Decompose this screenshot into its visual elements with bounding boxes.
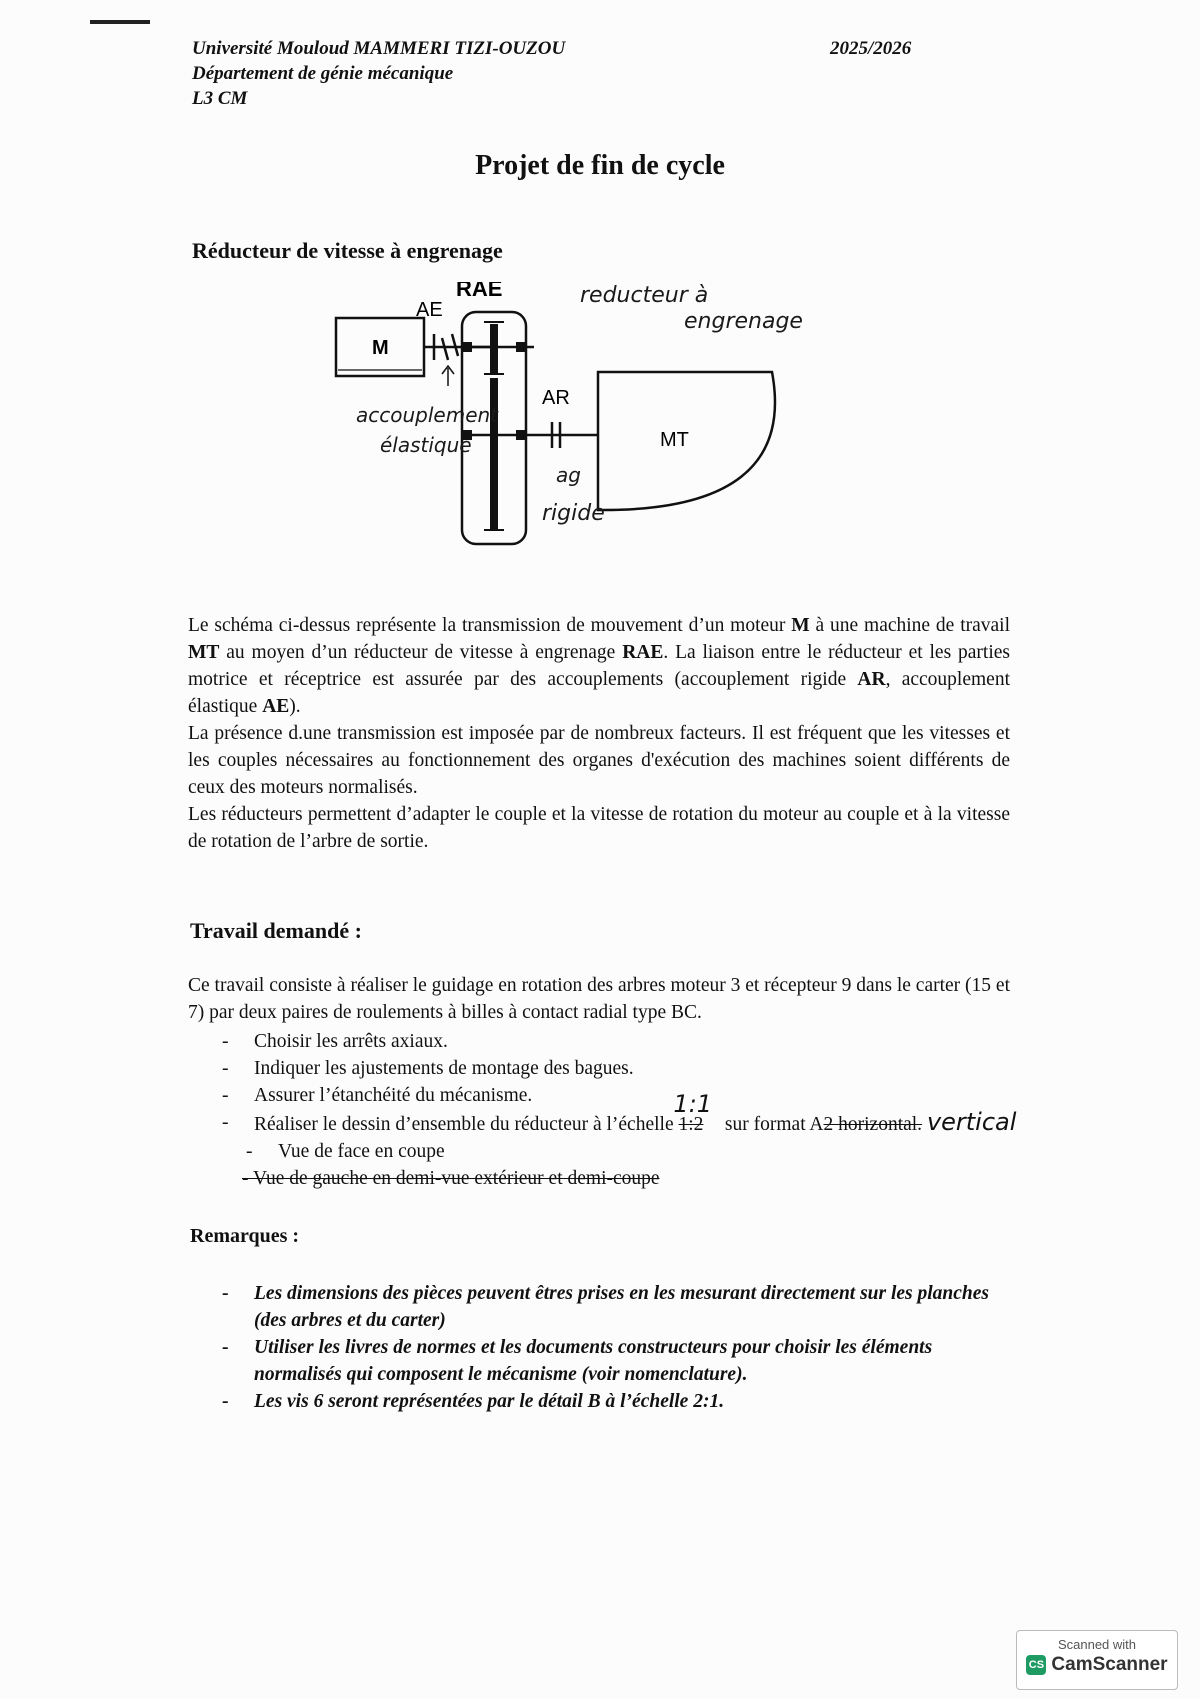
list-item: - Indiquer les ajustements de montage des bagues. [218, 1055, 1018, 1082]
sub-list [218, 1138, 1018, 1192]
motor-label: M [372, 337, 389, 359]
elastic-coupling-symbol [442, 338, 448, 360]
struck-sub-list-item: - Vue de gauche en demi-vue extérieur et demi-coupe [242, 1168, 660, 1189]
watermark-line: Scanned with [1057, 1637, 1137, 1652]
struck-format: 2 horizontal. [823, 1114, 923, 1135]
work-intro: Ce travail consiste à réaliser le guidage en rotation des arbres moteur 3 et récepteur 9 dans le carter (15 et 7) par deux paires de roulements à billes à contact radial type BC. [188, 975, 1010, 1023]
remark-item: - Utiliser les livres de normes et les documents constructeurs pour choisir les éléments normalisés qui composent le mécanisme (voir nomenclature). [218, 1334, 1018, 1388]
elastic-coupling-label: AE [416, 299, 443, 321]
intro-text [188, 612, 1010, 855]
academic-year: 2025/2026 [830, 38, 912, 59]
struck-scale: 1:2 [678, 1114, 704, 1135]
watermark-brand: CamScanner [1051, 1654, 1168, 1675]
page-title: Projet de fin de cycle [475, 150, 725, 181]
work-heading: Travail demandé : [190, 918, 362, 943]
machine-label: MT [660, 429, 689, 451]
class-level: L3 CM [192, 88, 248, 109]
remark-item: - Les dimensions des pièces peuvent êtres prises en les mesurant directement sur les planches (des arbres et du carter) [218, 1280, 1018, 1334]
reducer-label: RAE [456, 282, 503, 301]
handwritten-format: vertical [926, 1108, 1017, 1136]
handwritten-note-coupling-1: accouplement [356, 403, 499, 427]
remarks-heading: Remarques : [190, 1225, 300, 1247]
handwritten-note-reducer-2: engrenage [684, 309, 803, 334]
transmission-diagram [320, 282, 840, 602]
camscanner-watermark [1016, 1630, 1178, 1690]
handwritten-note-coupling-2: élastique [380, 433, 472, 457]
list-item: - Assurer l’étanchéité du mécanisme. [218, 1082, 1018, 1109]
drawing-list-item: - Réaliser le dessin d’ensemble du réducteur à l’échelle 1:21:1 sur format A2 horizontal. vertical [218, 1109, 1018, 1138]
handwritten-scale: 1:1 [673, 1090, 713, 1118]
handwritten-note-reducer-1: reducteur à [580, 283, 709, 308]
intro-paragraph-1: Le schéma ci-dessus représente la transmission de mouvement d’un moteur M à une machine de travail MT au moyen d’un réducteur de vitesse à engrenage RAE. La liaison entre le réducteur et les parties motrice et réceptrice est assurée par des accouplements (accouplement rigide AR, accouplement élastique AE). [188, 615, 1010, 717]
department-name: Département de génie mécanique [192, 63, 454, 84]
rigid-coupling-label: AR [542, 387, 570, 409]
handwritten-note-rigid-2: rigide [542, 501, 605, 526]
remark-item: - Les vis 6 seront représentées par le détail B à l’échelle 2:1. [218, 1388, 1018, 1415]
camscanner-icon: CS [1026, 1655, 1046, 1675]
remarks-list [218, 1280, 1018, 1415]
document-header [192, 36, 565, 111]
work-list [218, 1028, 1018, 1192]
university-name: Université Mouloud MAMMERI TIZI-OUZOU [192, 38, 566, 59]
section-title: Réducteur de vitesse à engrenage [192, 238, 503, 263]
intro-paragraph-2: La présence d.une transmission est imposée par de nombreux facteurs. Il est fréquent que les vitesses et les couples nécessaires au fonctionnement des organes d'exécution des machines soient différents de ceux des moteurs normalisés. [188, 723, 1010, 798]
intro-paragraph-3: Les réducteurs permettent d’adapter le couple et la vitesse de rotation du moteur au couple et à la vitesse de rotation de l’arbre de sortie. [188, 804, 1010, 852]
list-item: - Choisir les arrêts axiaux. [218, 1028, 1018, 1055]
scan-mark [90, 20, 150, 24]
handwritten-note-rigid-1: ag [556, 463, 581, 487]
sub-list-item: - Vue de face en coupe [242, 1138, 1018, 1165]
